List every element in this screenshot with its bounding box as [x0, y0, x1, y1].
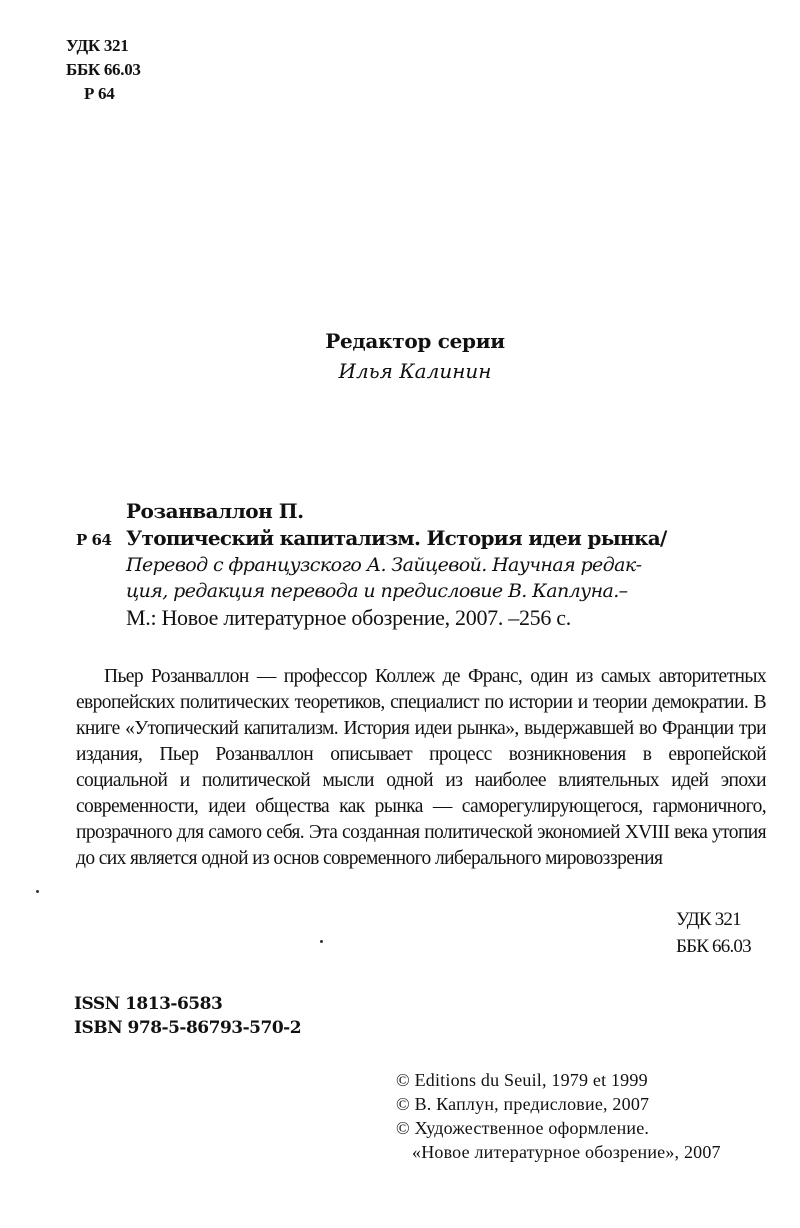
udk-code-secondary: УДК 321 — [676, 909, 741, 930]
abstract-text: Пьер Розанваллон — профессор Коллеж де Франс, один из самых авторитетных европейских политических теоретиков, специалист по истории и теории демократии. В книге «Утопический капитализм. История идеи рынка», выдержавшей во Франции три издания, Пьер Розанваллон описывает процесс возникновения в европейской социальной и политической мысли одной из наиболее влиятельных идей эпохи современности, идеи общества как рынка — саморегулирующегося, гармоничного, прозрачного для самого себя. Эта созданная политической экономией XVIII века утопия до сих является одной из основ современного либерального мировоззрения — [76, 666, 766, 869]
copyright-line: © В. Каплун, предисловие, 2007 — [396, 1094, 650, 1114]
translation-info-line-1: Перевод с французского А. Зайцевой. Научная редак- — [126, 554, 642, 576]
series-editor-name: Илья Калинин — [338, 359, 492, 383]
scan-speck — [36, 890, 39, 893]
bbk-code: ББК 66.03 — [66, 60, 141, 79]
book-author: Розанваллон П. — [126, 499, 304, 523]
identifiers — [74, 992, 301, 1040]
header-classification-codes — [66, 34, 141, 106]
series-editor-role: Редактор серии — [325, 329, 505, 353]
bbk-code-secondary: ББК 66.03 — [676, 936, 751, 957]
abstract — [76, 664, 766, 872]
copyright-publisher: «Новое литературное обозрение», 2007 — [412, 1142, 721, 1162]
issn: ISSN 1813-6583 — [74, 994, 223, 1014]
isbn: ISBN 978-5-86793-570-2 — [74, 1018, 302, 1038]
bibliographic-record — [76, 498, 776, 632]
udk-code: УДК 321 — [66, 36, 129, 55]
copyright-block — [396, 1068, 721, 1164]
author-mark: Р 64 — [84, 84, 115, 103]
series-editor — [0, 326, 800, 386]
abstract-classification — [676, 906, 751, 960]
record-author-mark: Р 64 — [76, 531, 112, 549]
copyright-line: © Художественное оформление. — [396, 1118, 650, 1138]
scan-speck — [320, 940, 323, 943]
copyright-line: © Editions du Seuil, 1979 et 1999 — [396, 1070, 648, 1090]
publication-info: М.: Новое литературное обозрение, 2007. –256 с. — [126, 605, 571, 630]
book-title: Утопический капитализм. История идеи рынка/ — [126, 526, 667, 550]
copyright-line — [396, 1140, 721, 1164]
translation-info-line-2: ция, редакция перевода и предисловие В. Каплуна.– — [126, 580, 628, 602]
